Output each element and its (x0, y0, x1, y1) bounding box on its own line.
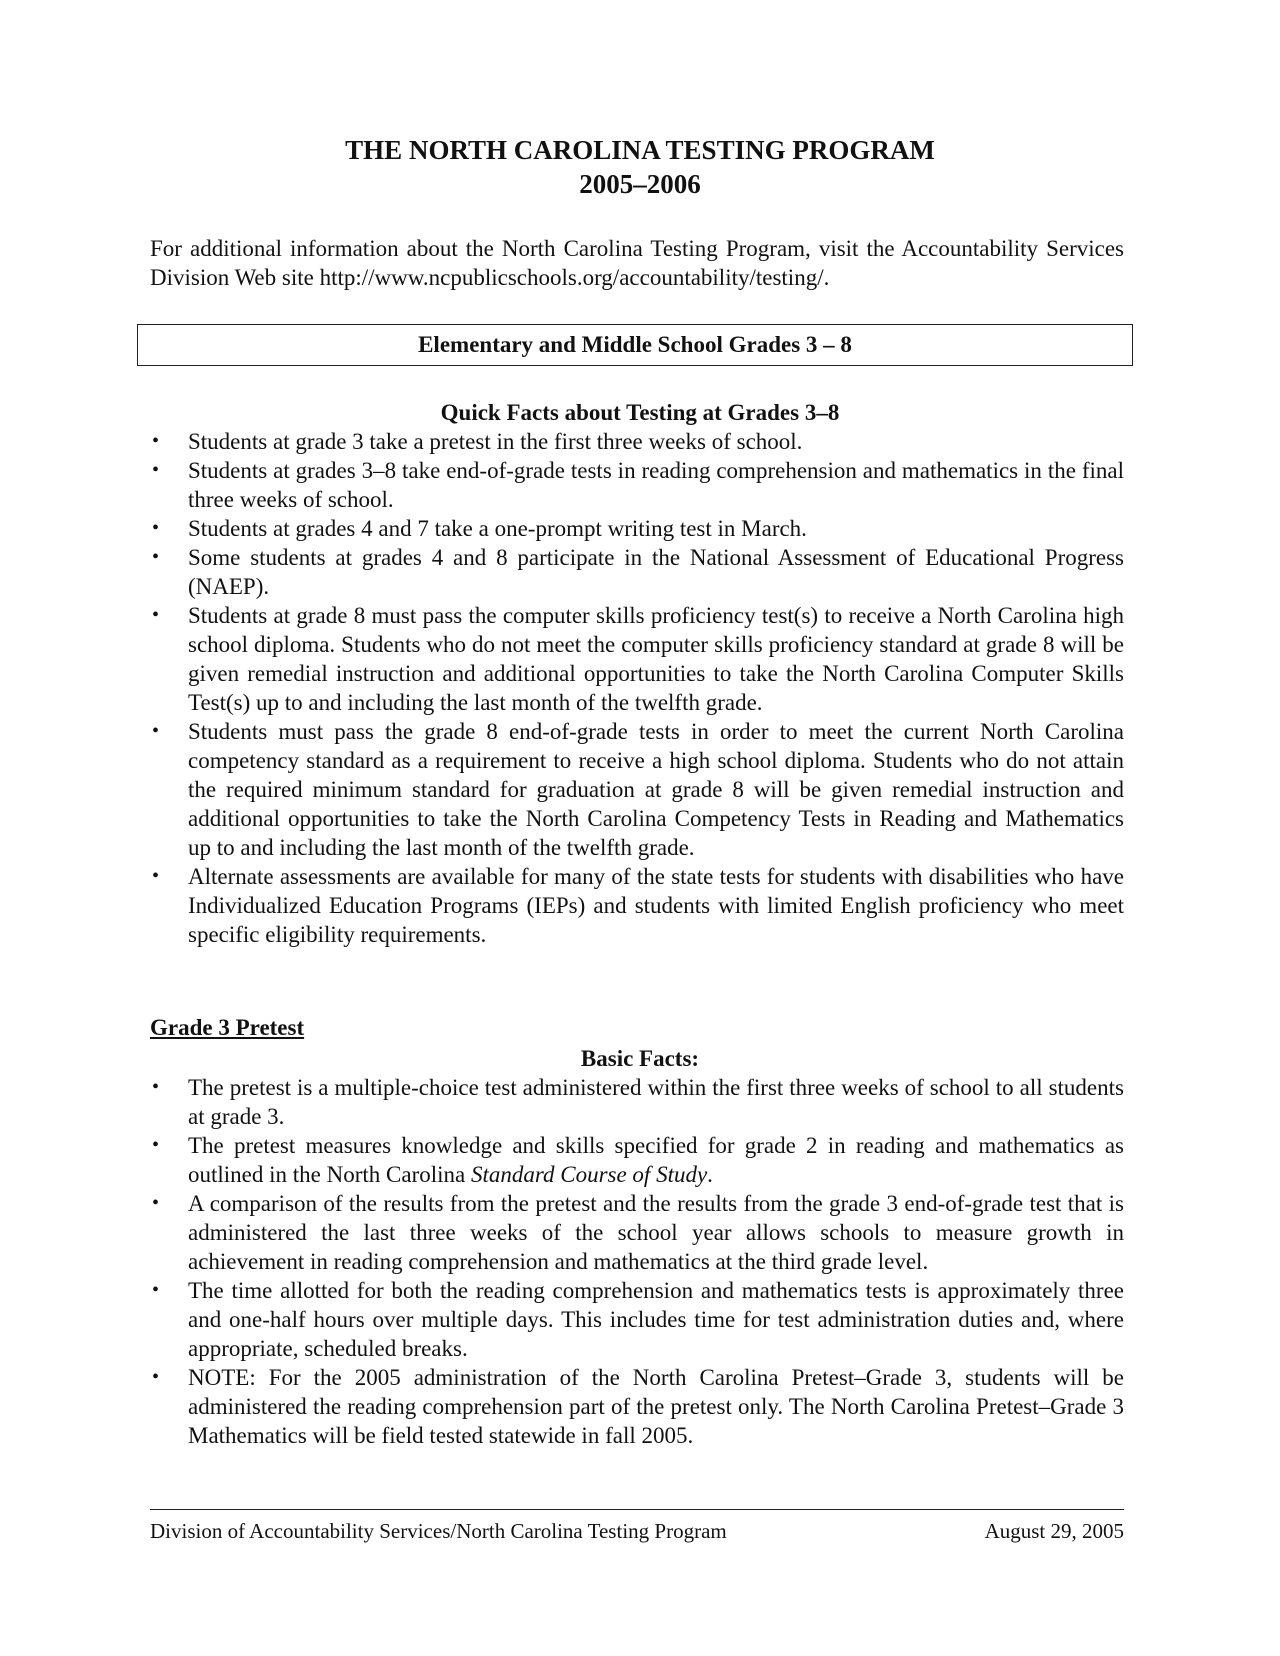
list-item: • The pretest measures knowledge and skills specified for grade 2 in reading and mathematics as outlined in the North Carolina Standard Course of Study. (152, 1133, 1124, 1187)
basic-facts-heading: Basic Facts: (580, 1046, 700, 1071)
bullet-icon: • (152, 1076, 160, 1098)
list-item: • A comparison of the results from the pretest and the results from the grade 3 end-of-grade test that is administered the last three weeks of the school year allows schools to measure growth in achievement in reading comprehension and mathematics at the third grade level. (152, 1191, 1124, 1274)
grade3-pretest-heading: Grade 3 Pretest (150, 1015, 305, 1040)
list-item: • The pretest is a multiple-choice test administered within the first three weeks of school to all students at grade 3. (152, 1075, 1124, 1129)
bullet-icon: • (152, 1134, 160, 1156)
bullet-icon: • (152, 720, 160, 742)
list-item: • Some students at grades 4 and 8 participate in the National Assessment of Educational Progress (NAEP). (152, 545, 1124, 599)
bullet-icon: • (152, 604, 160, 626)
list-item: • Alternate assessments are available for many of the state tests for students with disabilities who have Individualized Education Programs (IEPs) and students with limited English proficiency who meet specific eligibility requirements. (152, 864, 1124, 947)
bullet-icon: • (152, 517, 160, 539)
section-box-heading: Elementary and Middle School Grades 3 – 8 (137, 324, 1133, 366)
document-year: 2005–2006 (579, 169, 701, 199)
bullet-icon: • (152, 1366, 160, 1388)
basic-facts-list (150, 1073, 1124, 1450)
footer-divider (150, 1509, 1124, 1510)
quick-facts-list (150, 427, 1124, 949)
quick-facts-heading: Quick Facts about Testing at Grades 3–8 (440, 400, 840, 425)
list-item: • NOTE: For the 2005 administration of the North Carolina Pretest–Grade 3, students will be administered the reading comprehension part of the pretest only. The North Carolina Pretest–Grade 3 Mathematics will be field tested statewide in fall 2005. (152, 1365, 1124, 1448)
list-item: • Students at grade 8 must pass the computer skills proficiency test(s) to receive a North Carolina high school diploma. Students who do not meet the computer skills proficiency standard at grade 8 will be given remedial instruction and additional opportunities to take the North Carolina Computer Skills Test(s) up to and including the last month of the twelfth grade. (152, 603, 1124, 715)
list-item: • Students at grade 3 take a pretest in the first three weeks of school. (152, 429, 803, 454)
bullet-icon: • (152, 430, 160, 452)
standard-course-title: Standard Course of Study (470, 1162, 708, 1187)
list-item: • Students at grades 3–8 take end-of-grade tests in reading comprehension and mathematics in the final three weeks of school. (152, 458, 1124, 512)
bullet-icon: • (152, 1192, 160, 1214)
footer-date: August 29, 2005 (984, 1519, 1124, 1543)
list-item: • Students at grades 4 and 7 take a one-prompt writing test in March. (152, 516, 807, 541)
footer-organization: Division of Accountability Services/North Carolina Testing Program (150, 1519, 727, 1543)
bullet-icon: • (152, 1279, 160, 1301)
document-title: THE NORTH CAROLINA TESTING PROGRAM (345, 135, 935, 165)
list-item: • The time allotted for both the reading comprehension and mathematics tests is approximately three and one-half hours over multiple days. This includes time for test administration duties and, where appropriate, scheduled breaks. (152, 1278, 1124, 1361)
bullet-icon: • (152, 865, 160, 887)
bullet-icon: • (152, 459, 160, 481)
list-item: • Students must pass the grade 8 end-of-grade tests in order to meet the current North Carolina competency standard as a requirement to receive a high school diploma. Students who do not attain the required minimum standard for graduation at grade 8 will be given remedial instruction and additional opportunities to take the North Carolina Competency Tests in Reading and Mathematics up to and including the last month of the twelfth grade. (152, 719, 1124, 860)
bullet-icon: • (152, 546, 160, 568)
intro-paragraph: For additional information about the North Carolina Testing Program, visit the Accountability Services Division Web site http://www.ncpublicschools.org/accountability/testing/. (150, 236, 1124, 290)
